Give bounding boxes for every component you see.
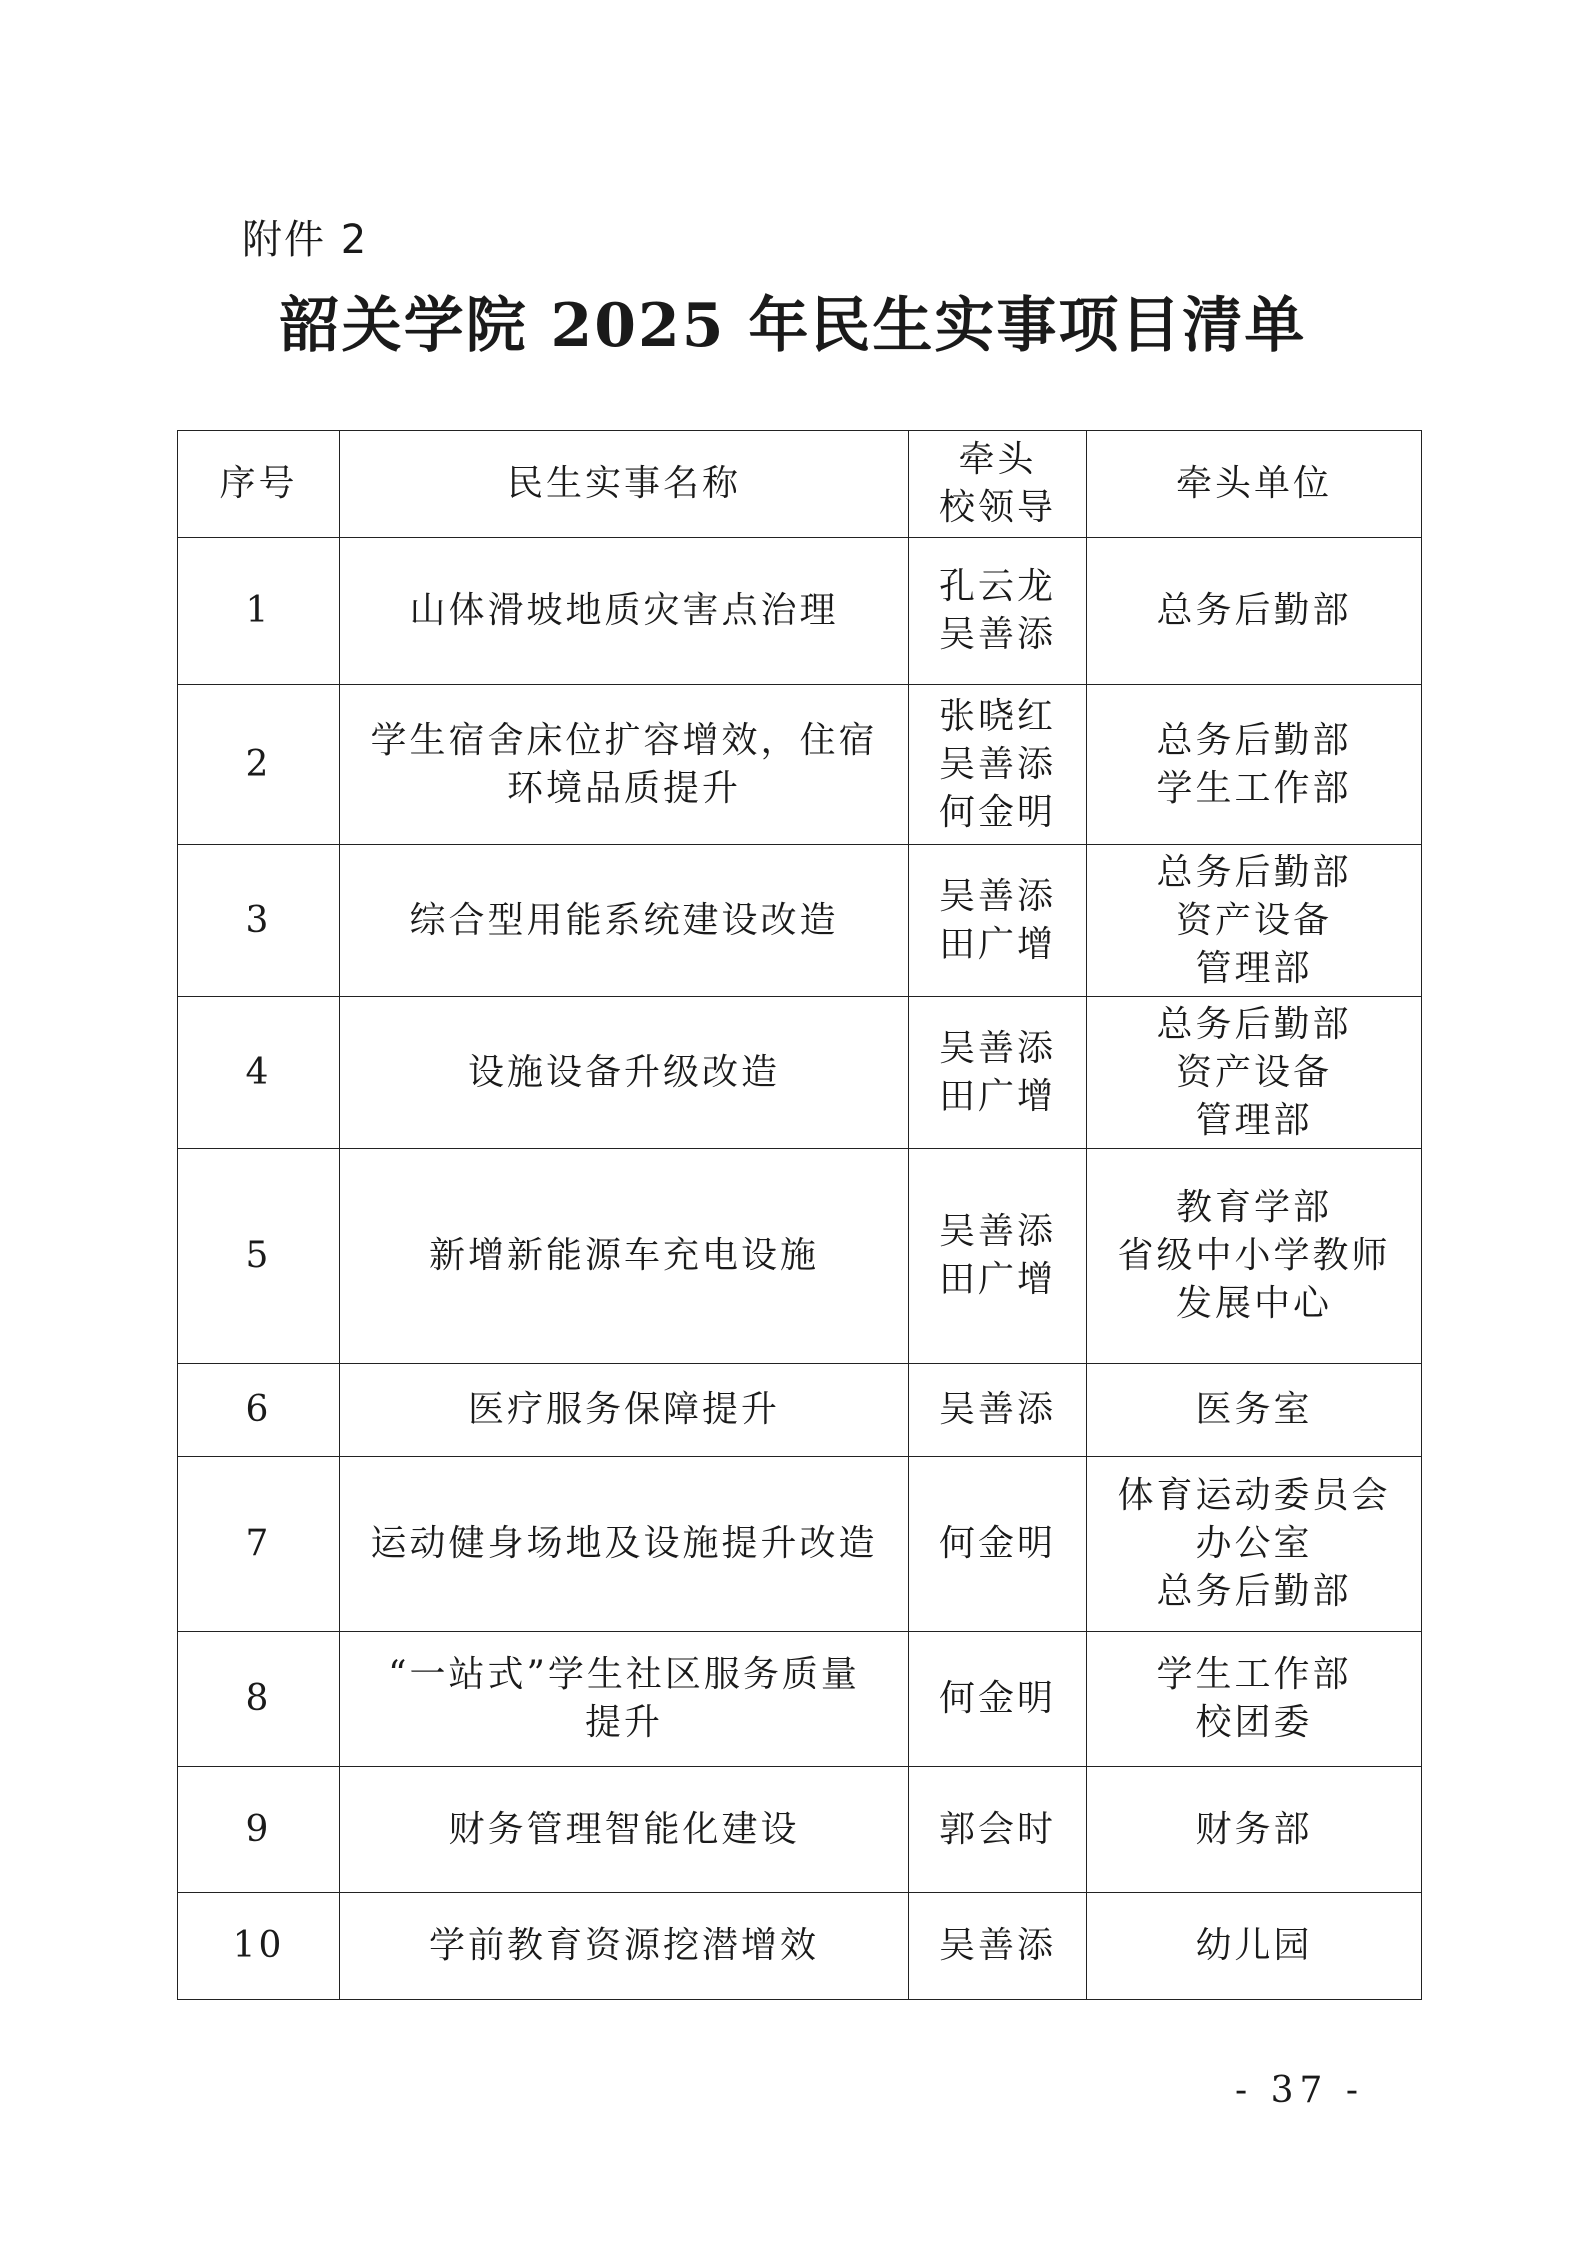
cell-project-name [340, 538, 909, 685]
project-name-line: 财务管理智能化建设 [448, 1808, 800, 1850]
header-seq [178, 431, 340, 538]
cell-seq: 10 [178, 1893, 340, 2000]
table-row [178, 538, 1422, 685]
cell-units [1087, 1457, 1422, 1632]
table-row [178, 1149, 1422, 1364]
table-header-row [178, 431, 1422, 538]
cell-units [1087, 997, 1422, 1149]
cell-project-name [340, 685, 909, 845]
unit-name: 管理部 [1195, 1099, 1313, 1141]
leader-name: 何金明 [938, 1678, 1056, 1719]
header-name [340, 431, 909, 538]
leader-name: 何金明 [938, 1523, 1056, 1564]
page-number: - 37 - [1235, 2070, 1365, 2111]
table-row [178, 685, 1422, 845]
cell-units [1087, 1893, 1422, 2000]
cell-leaders [909, 1767, 1087, 1893]
table-row [178, 997, 1422, 1149]
header-label-line: 民生实事名称 [506, 463, 741, 504]
table-row [178, 1632, 1422, 1767]
cell-project-name [340, 1893, 909, 2000]
cell-project-name [340, 845, 909, 997]
leader-name: 田广增 [938, 1259, 1056, 1300]
header-label-line: 牵头 [958, 439, 1037, 480]
cell-units [1087, 1767, 1422, 1893]
project-name-line: 设施设备升级改造 [467, 1051, 780, 1093]
unit-name: 学生工作部 [1156, 767, 1352, 809]
cell-leaders [909, 538, 1087, 685]
table-row [178, 1893, 1422, 2000]
leader-name: 吴善添 [938, 1211, 1056, 1252]
cell-units [1087, 685, 1422, 845]
cell-units [1087, 1364, 1422, 1457]
header-label-line: 牵头单位 [1175, 463, 1332, 504]
project-name-line: 学前教育资源挖潜增效 [428, 1925, 819, 1966]
cell-project-name [340, 1457, 909, 1632]
unit-name: 总务后勤部 [1156, 1003, 1352, 1045]
leader-name: 孔云龙 [938, 566, 1056, 607]
cell-project-name [340, 1364, 909, 1457]
document-title: 韶关学院 2025 年民生实事项目清单 [279, 291, 1307, 361]
cell-seq: 6 [178, 1364, 340, 1457]
cell-seq: 9 [178, 1767, 340, 1893]
cell-leaders [909, 845, 1087, 997]
header-label-line: 序号 [219, 463, 298, 504]
unit-name: 管理部 [1195, 947, 1313, 989]
unit-name: 幼儿园 [1195, 1925, 1313, 1966]
project-name-line: 新增新能源车充电设施 [428, 1235, 819, 1276]
table-row [178, 845, 1422, 997]
cell-units [1087, 1149, 1422, 1364]
cell-project-name [340, 997, 909, 1149]
unit-name: 办公室 [1195, 1523, 1313, 1564]
project-name-line: 山体滑坡地质灾害点治理 [409, 590, 839, 631]
header-leader [909, 431, 1087, 538]
project-name-line: 医疗服务保障提升 [467, 1389, 780, 1430]
cell-leaders [909, 1893, 1087, 2000]
project-name-line: 提升 [584, 1702, 663, 1743]
attachment-label: 附件 2 [242, 217, 369, 263]
leader-name: 何金明 [938, 791, 1056, 833]
cell-project-name [340, 1632, 909, 1767]
leader-name: 郭会时 [938, 1808, 1056, 1850]
unit-name: 体育运动委员会 [1117, 1475, 1391, 1516]
unit-name: 教育学部 [1175, 1187, 1332, 1228]
cell-leaders [909, 685, 1087, 845]
unit-name: 财务部 [1195, 1808, 1313, 1850]
cell-seq: 5 [178, 1149, 340, 1364]
unit-name: 总务后勤部 [1156, 1571, 1352, 1612]
table-row [178, 1364, 1422, 1457]
project-name-line: 环境品质提升 [506, 767, 741, 809]
cell-seq: 3 [178, 845, 340, 997]
projects-table [177, 430, 1422, 2000]
unit-name: 校团委 [1195, 1702, 1313, 1743]
project-name-line: 综合型用能系统建设改造 [409, 899, 839, 941]
cell-seq: 2 [178, 685, 340, 845]
unit-name: 总务后勤部 [1156, 851, 1352, 893]
cell-units [1087, 538, 1422, 685]
project-name-line: 学生宿舍床位扩容增效，住宿 [370, 719, 878, 761]
cell-leaders [909, 1632, 1087, 1767]
cell-seq: 7 [178, 1457, 340, 1632]
unit-name: 发展中心 [1175, 1283, 1332, 1324]
leader-name: 张晓红 [938, 695, 1056, 737]
cell-seq: 8 [178, 1632, 340, 1767]
cell-leaders [909, 997, 1087, 1149]
unit-name: 资产设备 [1175, 899, 1332, 941]
unit-name: 医务室 [1195, 1389, 1313, 1430]
leader-name: 吴善添 [938, 614, 1056, 655]
leader-name: 田广增 [938, 1075, 1056, 1117]
cell-leaders [909, 1149, 1087, 1364]
unit-name: 总务后勤部 [1156, 719, 1352, 761]
leader-name: 吴善添 [938, 1027, 1056, 1069]
cell-units [1087, 1632, 1422, 1767]
header-label-line: 校领导 [938, 487, 1056, 528]
header-unit [1087, 431, 1422, 538]
table-body [178, 538, 1422, 2000]
cell-project-name [340, 1149, 909, 1364]
cell-leaders [909, 1457, 1087, 1632]
table-row [178, 1767, 1422, 1893]
cell-leaders [909, 1364, 1087, 1457]
table-row [178, 1457, 1422, 1632]
cell-seq: 4 [178, 997, 340, 1149]
unit-name: 资产设备 [1175, 1051, 1332, 1093]
project-name-line: “一站式”学生社区服务质量 [388, 1654, 860, 1695]
cell-units [1087, 845, 1422, 997]
unit-name: 省级中小学教师 [1117, 1235, 1391, 1276]
leader-name: 吴善添 [938, 743, 1056, 785]
project-name-line: 运动健身场地及设施提升改造 [370, 1523, 878, 1564]
leader-name: 吴善添 [938, 1925, 1056, 1966]
leader-name: 吴善添 [938, 875, 1056, 917]
cell-project-name [340, 1767, 909, 1893]
unit-name: 学生工作部 [1156, 1654, 1352, 1695]
leader-name: 吴善添 [938, 1389, 1056, 1430]
unit-name: 总务后勤部 [1156, 590, 1352, 631]
cell-seq: 1 [178, 538, 340, 685]
leader-name: 田广增 [938, 923, 1056, 965]
